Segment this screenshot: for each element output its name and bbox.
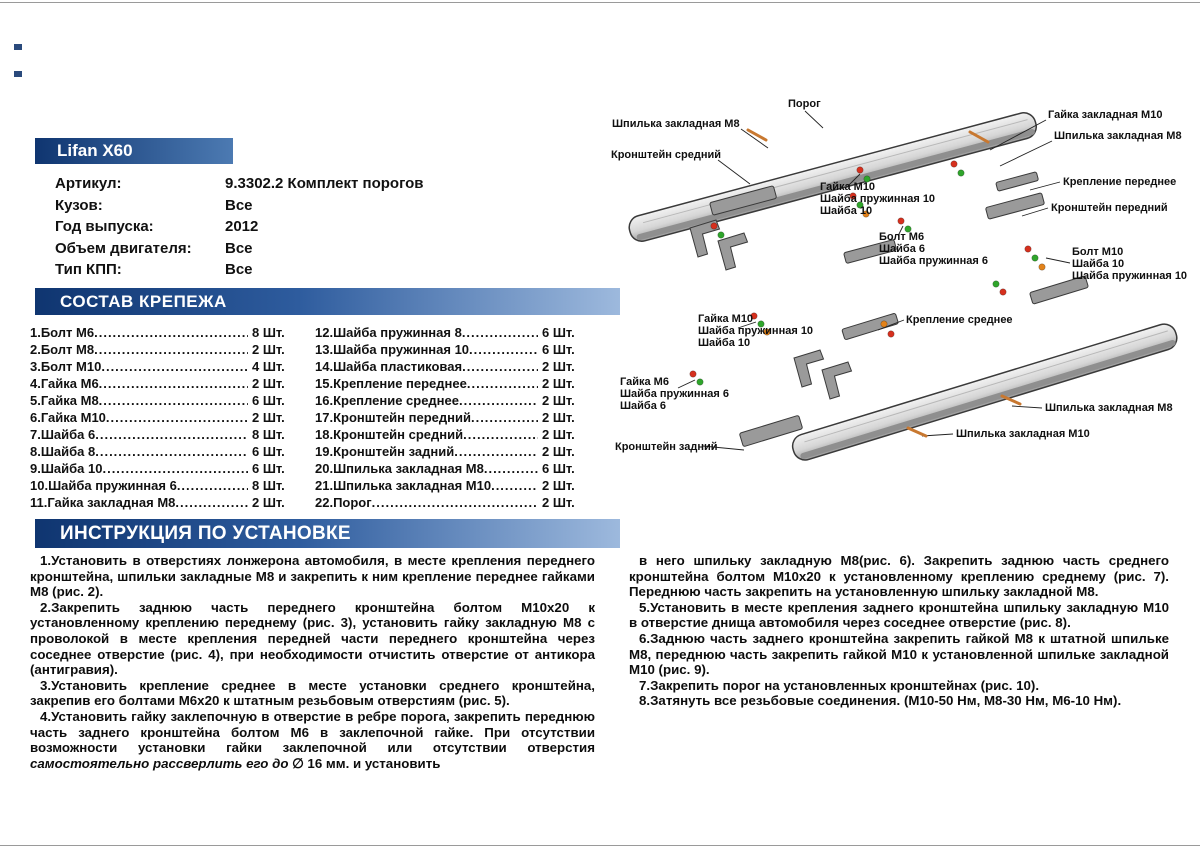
part-qty: 6 Шт. <box>252 393 285 408</box>
model-title-bar <box>35 138 233 164</box>
stud-pin <box>908 428 926 436</box>
instruction-text: 1.Установить в отверстиях лонжерона автомобиля, в месте крепления переднего кронштейна, шпильки закладные М8 и закрепить к ним крепление переднее гайками М8 (рис. 2). <box>30 553 595 600</box>
instruction-text: 3.Установить крепление среднее в месте установки среднего кронштейна, закрепив его болтами М6х20 к штатным резьбовым отверстиям (рис. 5). <box>30 677 595 709</box>
leader-dots <box>467 375 538 392</box>
diagram-label: Шайба пружинная 10 <box>698 325 814 337</box>
diagram-label: Шпилька закладная М10 <box>956 428 1090 440</box>
leader-dots <box>462 324 538 341</box>
fastener-marker <box>857 167 863 173</box>
product-info-label: Артикул: <box>55 175 122 192</box>
instructions-section-header <box>35 519 620 548</box>
part-qty: 6 Шт. <box>542 325 575 340</box>
part-name: 22.Порог <box>315 495 372 510</box>
part-qty: 2 Шт. <box>542 359 575 374</box>
fastener-marker <box>993 281 999 287</box>
diagram-label: Порог <box>788 98 821 110</box>
part-row <box>30 324 302 341</box>
parts-list-left <box>30 324 302 511</box>
part-row <box>315 341 592 358</box>
instruction-text: 2.Закрепить заднюю часть переднего кронштейна болтом М10х20 к установленному креплению переднему (рис. 3), установить гайку закладную М8 с проволокой в месте крепления передней части переднего кронштейна через соседнее отверстие (рис. 4), при необходимости отчистить отверстие от антикора (антигравия). <box>30 599 595 678</box>
part-qty: 2 Шт. <box>542 478 575 493</box>
diagram-label: Шайба 10 <box>698 337 751 349</box>
part-name: 15.Крепление переднее <box>315 376 467 391</box>
bracket-hook <box>822 362 852 399</box>
instruction-text: 7.Закрепить порог на установленных кронштейнах (рис. 10). <box>639 677 1040 693</box>
page-border-top <box>0 2 1200 3</box>
part-name: 8.Шайба 8 <box>30 444 96 459</box>
leader-dots <box>102 460 248 477</box>
fastener-marker <box>1025 246 1031 252</box>
part-qty: 2 Шт. <box>542 410 575 425</box>
leader-dots <box>99 392 248 409</box>
leader-dots <box>463 426 538 443</box>
product-info-value: Все <box>225 239 253 257</box>
diagram-label: Кронштейн средний <box>611 149 722 161</box>
part-name: 21.Шпилька закладная М10 <box>315 478 492 493</box>
instruction-paragraph <box>629 693 1169 709</box>
instructions-left <box>30 553 595 771</box>
product-info-row <box>55 195 424 217</box>
callout-line <box>718 160 750 184</box>
part-row <box>30 443 302 460</box>
model-title: Lifan X60 <box>57 141 133 160</box>
leader-dots <box>101 358 248 375</box>
part-row <box>315 392 592 409</box>
part-qty: 4 Шт. <box>252 359 285 374</box>
fastener-marker <box>898 218 904 224</box>
part-row <box>30 392 302 409</box>
product-info-value: 2012 <box>225 218 259 235</box>
product-info <box>55 173 424 281</box>
fastener-marker <box>958 170 964 176</box>
part-qty: 8 Шт. <box>252 478 285 493</box>
bracket-hook <box>718 233 748 270</box>
product-info-value: Все <box>225 196 253 214</box>
fastener-marker <box>951 161 957 167</box>
part-row <box>30 375 302 392</box>
parts-list <box>30 324 592 511</box>
part-name: 12.Шайба пружинная 8 <box>315 325 462 340</box>
part-row <box>315 494 592 511</box>
instruction-paragraph <box>30 600 595 678</box>
part-row <box>30 477 302 494</box>
part-row <box>315 443 592 460</box>
product-info-row <box>55 173 424 195</box>
diagram-label: Кронштейн задний <box>615 441 718 453</box>
front-bracket <box>985 193 1044 220</box>
part-name: 7.Шайба 6 <box>30 427 96 442</box>
instruction-paragraph <box>629 631 1169 678</box>
leader-dots <box>462 358 538 375</box>
instruction-paragraph <box>629 600 1169 631</box>
part-qty: 2 Шт. <box>542 444 575 459</box>
part-qty: 8 Шт. <box>252 427 285 442</box>
instruction-paragraph <box>30 553 595 600</box>
part-row <box>315 460 592 477</box>
part-name: 11.Гайка закладная М8 <box>30 495 176 510</box>
instructions <box>30 553 1190 771</box>
part-row <box>30 426 302 443</box>
part-name: 13.Шайба пружинная 10 <box>315 342 470 357</box>
leader-dots <box>95 426 248 443</box>
instruction-text: в него шпильку закладную М8(рис. 6). Закрепить заднюю часть среднего кронштейна болтом М10х20 к установленному креплению среднему (рис. 7). Переднюю часть закрепить на установленную шпильку закладной М8. <box>629 553 1169 600</box>
leader-dots <box>491 477 538 494</box>
part-row <box>30 341 302 358</box>
diagram-label: Шайба 10 <box>1072 258 1125 270</box>
part-qty: 2 Шт. <box>252 376 285 391</box>
part-name: 10.Шайба пружинная 6 <box>30 478 177 493</box>
part-row <box>315 324 592 341</box>
part-qty: 2 Шт. <box>252 342 285 357</box>
instruction-text: 5.Установить в месте крепления заднего кронштейна шпильку закладную М10 в отверстие днища автомобиля через соседнее отверстие (рис. 8). <box>629 599 1169 631</box>
product-info-label: Год выпуска: <box>55 218 154 235</box>
emphasized-text: самостоятельно рассверлить его до <box>30 755 289 771</box>
leader-dots <box>106 409 248 426</box>
diagram-label: Гайка М10 <box>820 181 876 193</box>
callout-line <box>678 380 695 388</box>
running-board-bottom <box>790 321 1180 463</box>
leader-dots <box>94 324 248 341</box>
diagram-label: Шайба пружинная 10 <box>820 193 936 205</box>
part-row <box>30 460 302 477</box>
product-info-value: 9.3302.2 Комплект порогов <box>225 175 424 192</box>
part-name: 19.Кронштейн задний <box>315 444 455 459</box>
instruction-text: 6.Заднюю часть заднего кронштейна закрепить гайкой М8 к штатной шпильке М8, переднюю часть закрепить гайкой М10 к установленной шпильке закладной М10 (рис. 9). <box>629 630 1169 678</box>
part-qty: 2 Шт. <box>542 393 575 408</box>
stud-pin <box>748 130 766 140</box>
part-row <box>315 409 592 426</box>
part-qty: 8 Шт. <box>252 325 285 340</box>
diagram-label: Гайка М6 <box>620 376 669 388</box>
part-row <box>30 409 302 426</box>
part-name: 20.Шпилька закладная М8 <box>315 461 484 476</box>
diagram-label: Шайба пружинная 10 <box>1072 270 1188 282</box>
leader-dots <box>372 494 538 511</box>
parts-section-title: СОСТАВ КРЕПЕЖА <box>60 291 227 311</box>
part-row <box>30 494 302 511</box>
diagram-label: Крепление среднее <box>906 314 1013 326</box>
fastener-marker <box>1032 255 1038 261</box>
part-qty: 2 Шт. <box>542 495 575 510</box>
instruction-paragraph <box>30 678 595 709</box>
part-qty: 2 Шт. <box>542 427 575 442</box>
part-name: 18.Кронштейн средний <box>315 427 464 442</box>
diagram-label: Шайба 10 <box>820 205 873 217</box>
part-name: 6.Гайка М10 <box>30 410 106 425</box>
callout-line <box>1012 406 1042 408</box>
fastener-marker <box>718 232 724 238</box>
diagram-label: Гайка М10 <box>698 313 754 325</box>
part-name: 4.Гайка М6 <box>30 376 99 391</box>
diagram-label: Шайба пружинная 6 <box>620 388 729 400</box>
parts-section-header <box>35 288 620 315</box>
diagram-label: Болт М6 <box>879 231 925 243</box>
product-info-label: Кузов: <box>55 196 103 214</box>
running-board-top <box>627 110 1039 244</box>
diagram-label: Шпилька закладная М8 <box>1045 402 1173 414</box>
part-qty: 2 Шт. <box>252 495 285 510</box>
diagram-label: Шайба пружинная 6 <box>879 255 988 267</box>
instruction-text: ∅ 16 мм. и установить <box>288 755 441 771</box>
assembly-diagram <box>598 78 1198 490</box>
diagram-label: Крепление переднее <box>1063 176 1177 188</box>
assembly-diagram-svg <box>598 78 1198 490</box>
callout-line <box>1046 258 1070 263</box>
instructions-section-title: ИНСТРУКЦИЯ ПО УСТАНОВКЕ <box>60 522 351 544</box>
instruction-text: 4.Установить гайку заклепочную в отверстие в ребре порога, закрепить переднюю часть заднего кронштейна болтом М6 в заклепочной гайке. При отсутствии возможности установки гайки заклепочной или отсутствии отверстия <box>30 708 595 756</box>
leader-dots <box>95 443 248 460</box>
part-row <box>315 358 592 375</box>
part-row <box>315 426 592 443</box>
diagram-label: Шпилька закладная М8 <box>1054 130 1182 142</box>
diagram-label: Болт М10 <box>1072 246 1124 258</box>
leader-dots <box>471 409 538 426</box>
product-info-label: Объем двигателя: <box>55 239 192 257</box>
fastener-marker <box>697 379 703 385</box>
instruction-paragraph <box>30 709 595 771</box>
product-info-row <box>55 259 424 281</box>
fastener-marker <box>1000 289 1006 295</box>
instructions-right <box>629 553 1169 771</box>
part-name: 9.Шайба 10 <box>30 461 103 476</box>
fastener-marker <box>881 321 887 327</box>
front-mount-plate <box>996 172 1039 192</box>
part-qty: 2 Шт. <box>252 410 285 425</box>
callout-line <box>805 111 823 128</box>
diagram-label: Шайба 6 <box>620 400 667 412</box>
diagram-label: Кронштейн передний <box>1051 202 1168 214</box>
product-info-row <box>55 238 424 260</box>
part-name: 3.Болт М10 <box>30 359 102 374</box>
part-name: 14.Шайба пластиковая <box>315 359 463 374</box>
part-row <box>315 375 592 392</box>
leader-dots <box>94 341 248 358</box>
diagram-label: Шайба 6 <box>879 243 926 255</box>
part-name: 2.Болт М8 <box>30 342 95 357</box>
parts-list-right <box>315 324 592 511</box>
part-name: 1.Болт М6 <box>30 325 95 340</box>
product-info-value: Все <box>225 261 253 278</box>
leader-dots <box>177 477 248 494</box>
part-row <box>30 358 302 375</box>
product-info-label: Тип КПП: <box>55 261 122 278</box>
part-name: 5.Гайка М8 <box>30 393 99 408</box>
fastener-marker <box>711 223 717 229</box>
part-qty: 6 Шт. <box>252 461 285 476</box>
fastener-marker <box>888 331 894 337</box>
edge-mark <box>14 71 22 77</box>
part-row <box>315 477 592 494</box>
part-qty: 6 Шт. <box>252 444 285 459</box>
instruction-paragraph <box>629 678 1169 694</box>
bracket-hook <box>794 350 824 387</box>
leader-dots <box>99 375 248 392</box>
fastener-marker <box>690 371 696 377</box>
fastener-marker <box>1039 264 1045 270</box>
leader-dots <box>454 443 538 460</box>
diagram-label: Шпилька закладная М8 <box>612 118 740 130</box>
callout-line <box>1000 141 1052 166</box>
part-qty: 6 Шт. <box>542 342 575 357</box>
leader-dots <box>459 392 538 409</box>
part-name: 16.Крепление среднее <box>315 393 459 408</box>
callout-line <box>1030 182 1060 190</box>
part-qty: 6 Шт. <box>542 461 575 476</box>
product-info-row <box>55 216 424 238</box>
instruction-paragraph <box>629 553 1169 600</box>
part-name: 17.Кронштейн передний <box>315 410 471 425</box>
leader-dots <box>469 341 538 358</box>
edge-mark <box>14 44 22 50</box>
leader-dots <box>484 460 538 477</box>
instruction-text: 8.Затянуть все резьбовые соединения. (М10-50 Нм, М8-30 Нм, М6-10 Нм). <box>639 693 1122 709</box>
page-border-bottom <box>0 845 1200 846</box>
part-qty: 2 Шт. <box>542 376 575 391</box>
leader-dots <box>175 494 248 511</box>
diagram-label: Гайка закладная М10 <box>1048 109 1163 121</box>
